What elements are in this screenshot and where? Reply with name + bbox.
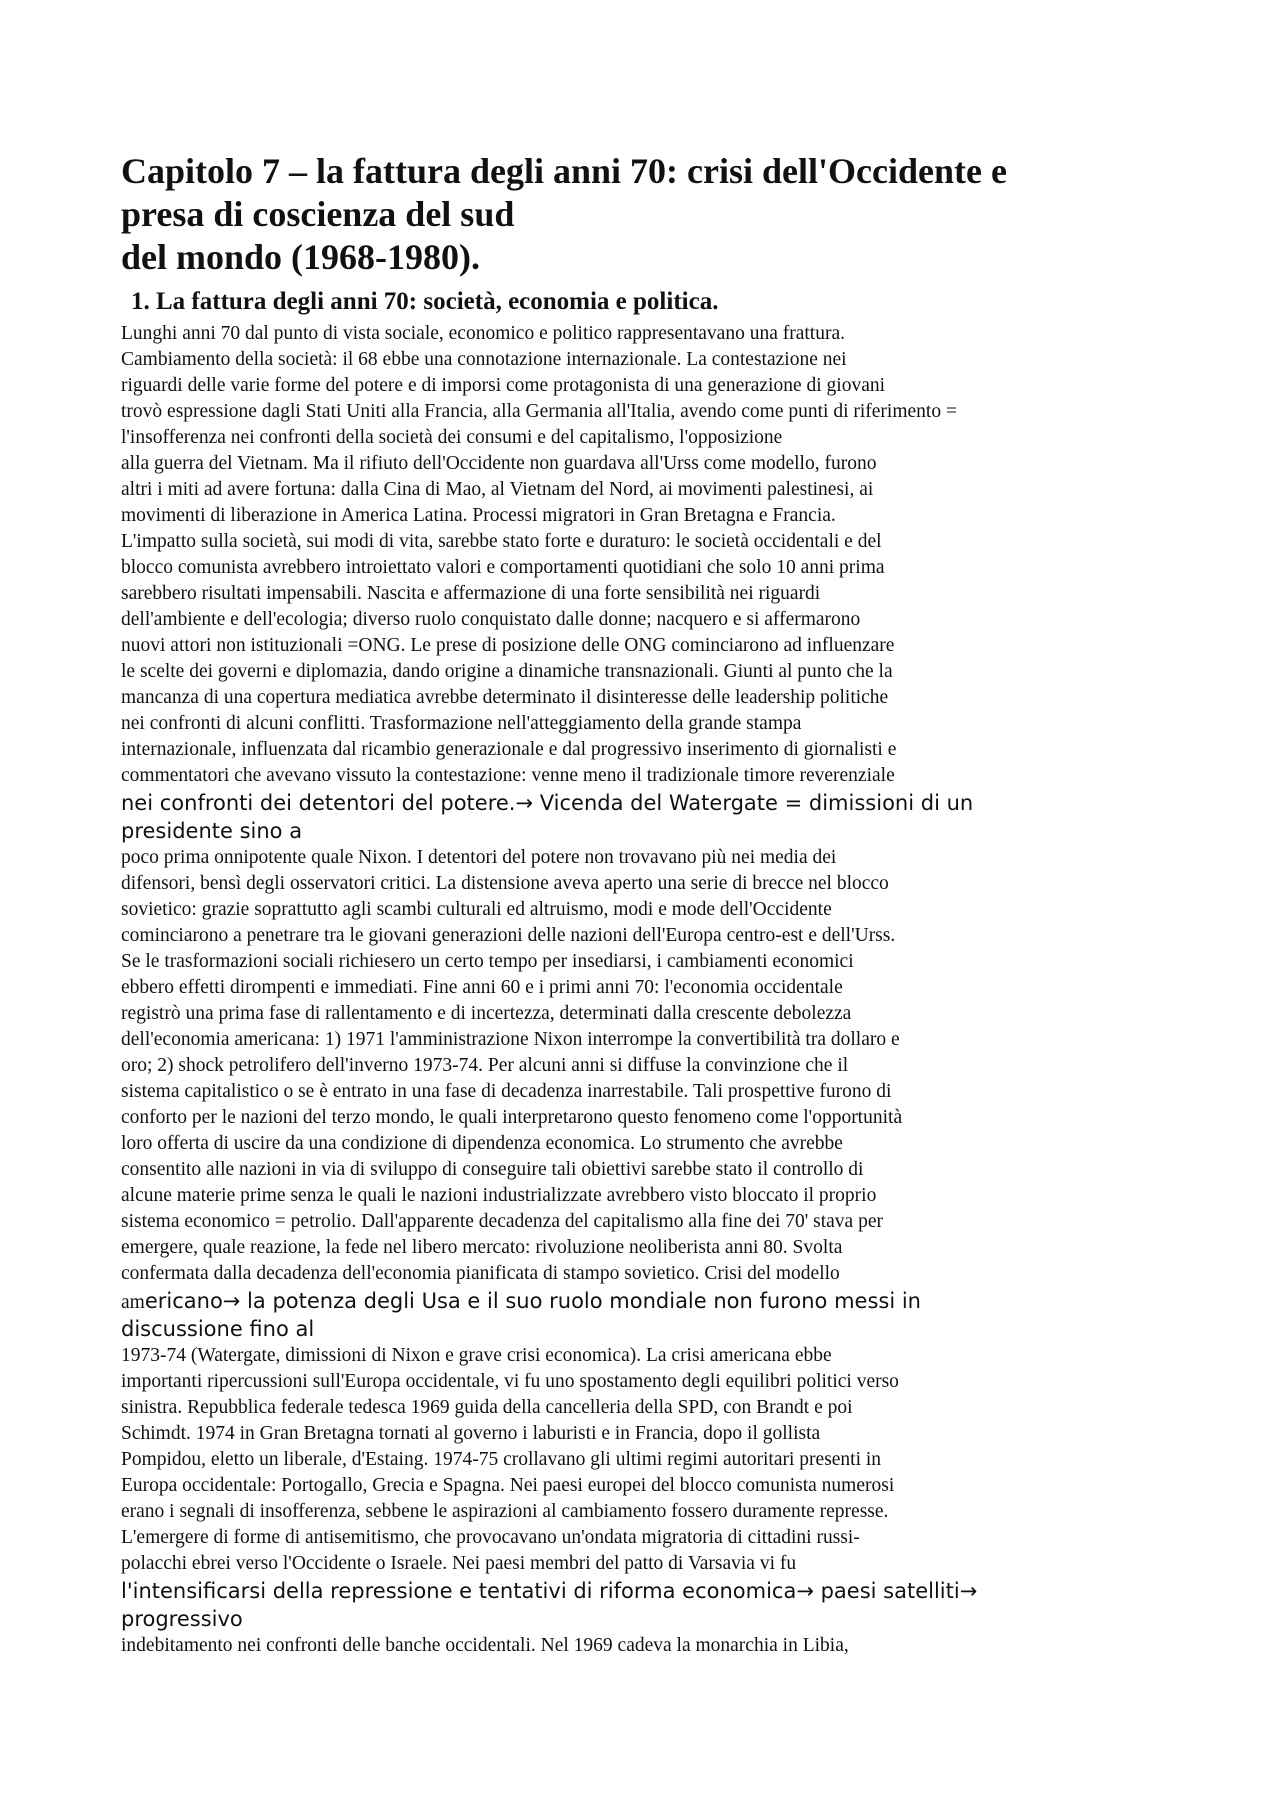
text-line: le scelte dei governi e diplomazia, dando origine a dinamiche transnazionali. Giunti al punto che la bbox=[121, 661, 893, 682]
mixed-text-line bbox=[121, 1287, 1161, 1315]
text-line: oro; 2) shock petrolifero dell'inverno 1973-74. Per alcuni anni si diffuse la convinzione che il bbox=[121, 1055, 849, 1076]
text-line: indebitamento nei confronti delle banche occidentali. Nel 1969 cadeva la monarchia in Libia, bbox=[121, 1635, 849, 1656]
text-line: confermata dalla decadenza dell'economia pianificata di stampo sovietico. Crisi del modello bbox=[121, 1263, 840, 1284]
text-line: difensori, bensì degli osservatori critici. La distensione aveva aperto una serie di brecce nel blocco bbox=[121, 873, 889, 894]
text-line: conforto per le nazioni del terzo mondo, le quali interpretarono questo fenomeno come l'opportunità bbox=[121, 1107, 903, 1128]
text-line: sovietico: grazie soprattutto agli scambi culturali ed altruismo, modi e mode dell'Occidente bbox=[121, 899, 832, 920]
text-line: Cambiamento della società: il 68 ebbe una connotazione internazionale. La contestazione nei bbox=[121, 349, 847, 370]
text-line: dell'economia americana: 1) 1971 l'amministrazione Nixon interrompe la convertibilità tra dollaro e bbox=[121, 1029, 900, 1050]
text-line: nuovi attori non istituzionali =ONG. Le prese di posizione delle ONG cominciarono ad influenzare bbox=[121, 635, 895, 656]
body-text bbox=[121, 321, 1161, 1659]
text-line: ebbero effetti dirompenti e immediati. Fine anni 60 e i primi anni 70: l'economia occidentale bbox=[121, 977, 843, 998]
text-line: alla guerra del Vietnam. Ma il rifiuto dell'Occidente non guardava all'Urss come modello, furono bbox=[121, 453, 877, 474]
chapter-title-line: Capitolo 7 – la fattura degli anni 70: crisi dell'Occidente e bbox=[121, 151, 1007, 191]
text-line: registrò una prima fase di rallentamento e di incertezza, determinati dalla crescente debolezza bbox=[121, 1003, 852, 1024]
text-line: loro offerta di uscire da una condizione di dipendenza economica. Lo strumento che avrebbe bbox=[121, 1133, 843, 1154]
text-line: nei confronti di alcuni conflitti. Trasformazione nell'atteggiamento della grande stampa bbox=[121, 713, 802, 734]
text-line: sistema economico = petrolio. Dall'apparente decadenza del capitalismo alla fine dei 70' stava per bbox=[121, 1211, 883, 1232]
text-line: Europa occidentale: Portogallo, Grecia e Spagna. Nei paesi europei del blocco comunista numerosi bbox=[121, 1475, 895, 1496]
text-line: L'impatto sulla società, sui modi di vita, sarebbe stato forte e duraturo: le società occidentali e del bbox=[121, 531, 882, 552]
text-line: alcune materie prime senza le quali le nazioni industrializzate avrebbero visto bloccato il proprio bbox=[121, 1185, 877, 1206]
sans-fragment: ericano→ la potenza degli Usa e il suo ruolo mondiale non furono messi in bbox=[144, 1289, 921, 1313]
text-line: sarebbero risultati impensabili. Nascita e affermazione di una forte sensibilità nei riguardi bbox=[121, 583, 821, 604]
text-line: Lunghi anni 70 dal punto di vista sociale, economico e politico rappresentavano una frattura. bbox=[121, 323, 845, 344]
chapter-title-line: presa di coscienza del sud bbox=[121, 194, 515, 234]
sans-text-line: nei confronti dei detentori del potere.→ Vicenda del Watergate = dimissioni di un bbox=[121, 791, 974, 815]
section-heading: 1. La fattura degli anni 70: società, economia e politica. bbox=[131, 288, 719, 315]
serif-fragment: am bbox=[121, 1292, 145, 1313]
text-line: riguardi delle varie forme del potere e di imporsi come protagonista di una generazione di giovani bbox=[121, 375, 886, 396]
text-line: altri i miti ad avere fortuna: dalla Cina di Mao, al Vietnam del Nord, ai movimenti palestinesi, ai bbox=[121, 479, 874, 500]
text-line: dell'ambiente e dell'ecologia; diverso ruolo conquistato dalle donne; nacquero e si affermarono bbox=[121, 609, 861, 630]
text-line: l'insofferenza nei confronti della società dei consumi e del capitalismo, l'opposizione bbox=[121, 427, 783, 448]
text-line: poco prima onnipotente quale Nixon. I detentori del potere non trovavano più nei media dei bbox=[121, 847, 837, 868]
sans-text-line: progressivo bbox=[121, 1607, 243, 1631]
text-line: Pompidou, eletto un liberale, d'Estaing. 1974-75 crollavano gli ultimi regimi autoritari presenti in bbox=[121, 1449, 882, 1470]
text-line: commentatori che avevano vissuto la contestazione: venne meno il tradizionale timore reverenziale bbox=[121, 765, 895, 786]
text-line: emergere, quale reazione, la fede nel libero mercato: rivoluzione neoliberista anni 80. Svolta bbox=[121, 1237, 843, 1258]
text-line: mancanza di una copertura mediatica avrebbe determinato il disinteresse delle leadership politiche bbox=[121, 687, 889, 708]
chapter-title bbox=[121, 150, 1161, 279]
sans-text-line: presidente sino a bbox=[121, 819, 303, 843]
text-line: internazionale, influenzata dal ricambio generazionale e dal progressivo inserimento di giornalisti e bbox=[121, 739, 897, 760]
chapter-title-line: del mondo (1968-1980). bbox=[121, 237, 480, 277]
text-line: consentito alle nazioni in via di sviluppo di conseguire tali obiettivi sarebbe stato il controllo di bbox=[121, 1159, 864, 1180]
sans-text-line: discussione fino al bbox=[121, 1317, 315, 1341]
text-line: trovò espressione dagli Stati Uniti alla Francia, alla Germania all'Italia, avendo come punti di riferimento = bbox=[121, 401, 957, 422]
text-line: sistema capitalistico o se è entrato in una fase di decadenza inarrestabile. Tali prospettive furono di bbox=[121, 1081, 892, 1102]
text-line: erano i segnali di insofferenza, sebbene le aspirazioni al cambiamento fossero duramente represse. bbox=[121, 1501, 889, 1522]
text-line: movimenti di liberazione in America Latina. Processi migratori in Gran Bretagna e Francia. bbox=[121, 505, 836, 526]
text-line: Schimdt. 1974 in Gran Bretagna tornati al governo i laburisti e in Francia, dopo il gollista bbox=[121, 1423, 821, 1444]
text-line: cominciarono a penetrare tra le giovani generazioni delle nazioni dell'Europa centro-est e dell'Urss. bbox=[121, 925, 896, 946]
text-line: 1973-74 (Watergate, dimissioni di Nixon e grave crisi economica). La crisi americana ebbe bbox=[121, 1345, 832, 1366]
text-line: sinistra. Repubblica federale tedesca 1969 guida della cancelleria della SPD, con Brandt e poi bbox=[121, 1397, 853, 1418]
text-line: importanti ripercussioni sull'Europa occidentale, vi fu uno spostamento degli equilibri politici verso bbox=[121, 1371, 899, 1392]
text-line: blocco comunista avrebbero introiettato valori e comportamenti quotidiani che solo 10 anni prima bbox=[121, 557, 885, 578]
sans-text-line: l'intensificarsi della repressione e tentativi di riforma economica→ paesi satelliti→ bbox=[121, 1579, 978, 1603]
text-line: polacchi ebrei verso l'Occidente o Israele. Nei paesi membri del patto di Varsavia vi fu bbox=[121, 1553, 797, 1574]
text-line: Se le trasformazioni sociali richiesero un certo tempo per insediarsi, i cambiamenti economici bbox=[121, 951, 854, 972]
text-line: L'emergere di forme di antisemitismo, che provocavano un'ondata migratoria di cittadini russi- bbox=[121, 1527, 860, 1548]
document-page bbox=[121, 150, 1161, 1659]
